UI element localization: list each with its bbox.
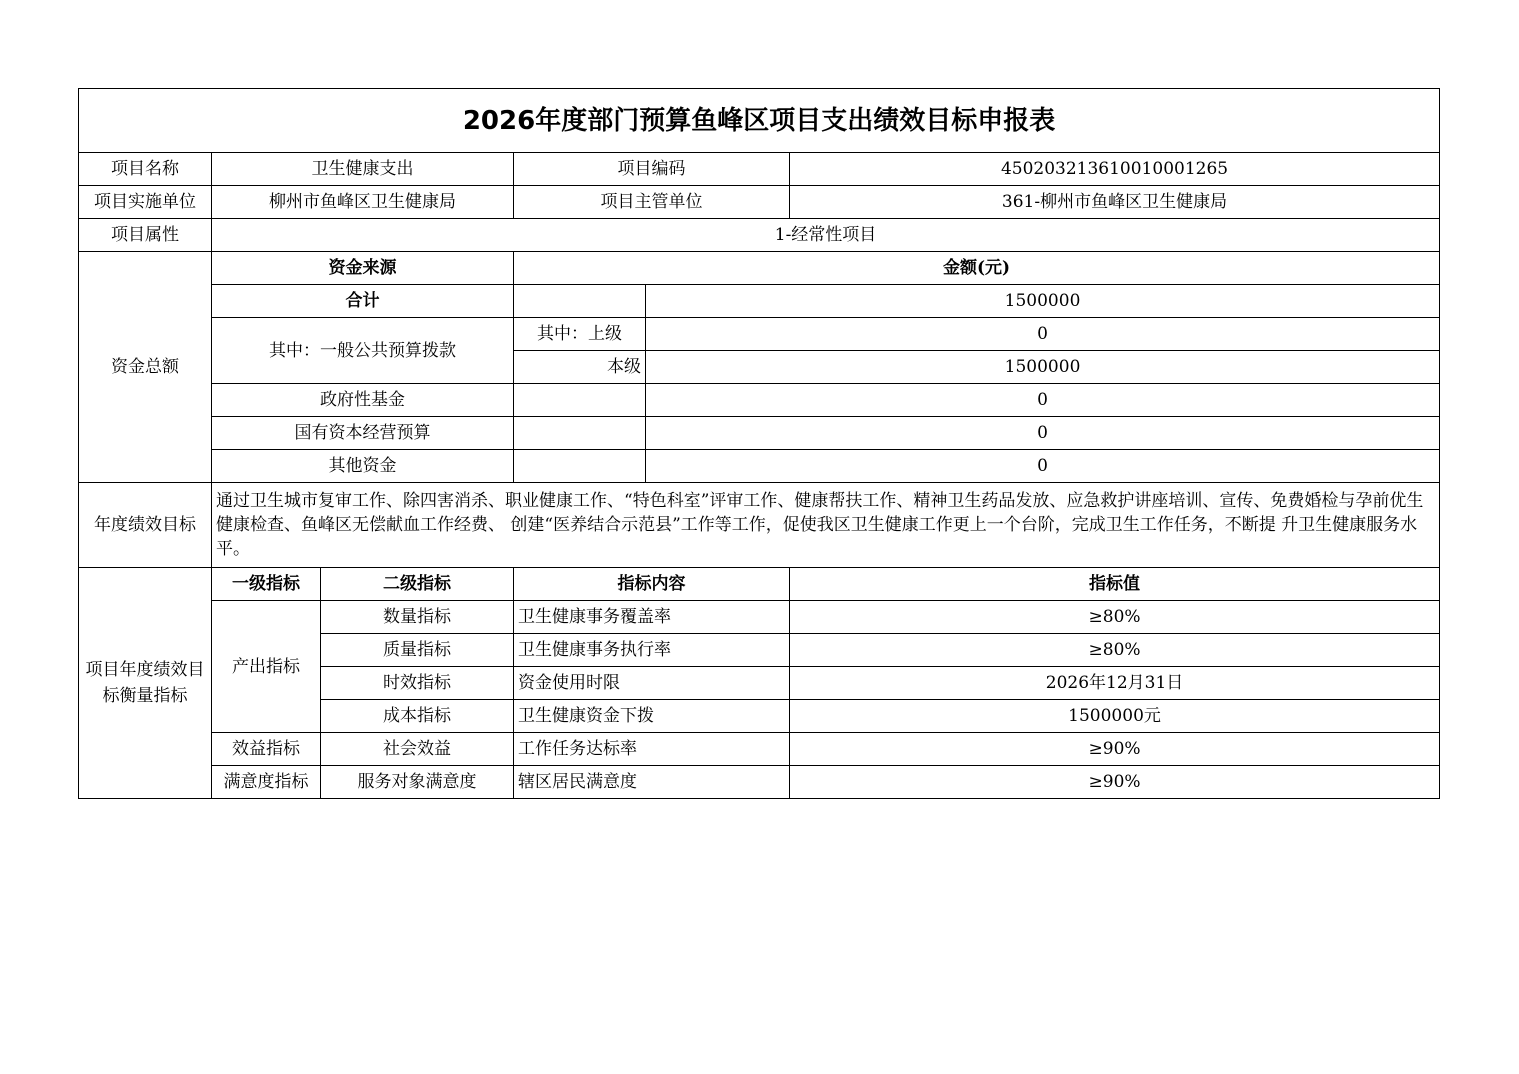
annual-goal-text: 通过卫生城市复审工作、除四害消杀、职业健康工作、“特色科室”评审工作、健康帮扶工作、精神卫生药品发放、应急救护讲座培训、宣传、免费婚检与孕前优生健康检查、鱼峰区无偿献血工作经费、 创建“医养结合示范县”工作等工作，促使我区卫生健康工作更上一个台阶，完成卫生工作任务，不断提 升卫生健康服务水平。 [212, 483, 1440, 568]
government-fund-label: 政府性基金 [212, 384, 514, 417]
project-attribute-value: 1-经常性项目 [212, 219, 1440, 252]
level2-cell: 质量指标 [321, 634, 514, 667]
total-label: 合计 [212, 285, 514, 318]
level2-cell: 服务对象满意度 [321, 766, 514, 799]
empty-cell [514, 417, 646, 450]
content-header: 指标内容 [514, 568, 790, 601]
level2-cell: 数量指标 [321, 601, 514, 634]
state-capital-label: 国有资本经营预算 [212, 417, 514, 450]
managing-unit-label: 项目主管单位 [514, 186, 790, 219]
level2-cell: 成本指标 [321, 700, 514, 733]
funds-total-label: 资金总额 [79, 252, 212, 483]
total-value: 1500000 [646, 285, 1440, 318]
level1-header: 一级指标 [212, 568, 321, 601]
local-level-value: 1500000 [646, 351, 1440, 384]
level2-cell: 时效指标 [321, 667, 514, 700]
upper-level-label: 其中：上级 [514, 318, 646, 351]
level2-header: 二级指标 [321, 568, 514, 601]
indicators-section-label: 项目年度绩效目标衡量指标 [79, 568, 212, 799]
value-cell: ≥90% [790, 766, 1440, 799]
annual-goal-label: 年度绩效目标 [79, 483, 212, 568]
content-cell: 卫生健康事务执行率 [514, 634, 790, 667]
other-funds-label: 其他资金 [212, 450, 514, 483]
level2-cell: 社会效益 [321, 733, 514, 766]
value-cell: 2026年12月31日 [790, 667, 1440, 700]
managing-unit-value: 361-柳州市鱼峰区卫生健康局 [790, 186, 1440, 219]
content-cell: 辖区居民满意度 [514, 766, 790, 799]
other-funds-value: 0 [646, 450, 1440, 483]
output-indicator-label: 产出指标 [212, 601, 321, 733]
general-budget-label: 其中：一般公共预算拨款 [212, 318, 514, 384]
project-name-value: 卫生健康支出 [212, 153, 514, 186]
government-fund-value: 0 [646, 384, 1440, 417]
state-capital-value: 0 [646, 417, 1440, 450]
fund-source-header: 资金来源 [212, 252, 514, 285]
satisfaction-indicator-label: 满意度指标 [212, 766, 321, 799]
amount-header: 金额(元) [514, 252, 1440, 285]
benefit-indicator-label: 效益指标 [212, 733, 321, 766]
project-code-label: 项目编码 [514, 153, 790, 186]
empty-cell [514, 285, 646, 318]
empty-cell [514, 384, 646, 417]
empty-cell [514, 450, 646, 483]
project-code-value: 450203213610010001265 [790, 153, 1440, 186]
content-cell: 卫生健康资金下拨 [514, 700, 790, 733]
value-cell: ≥80% [790, 601, 1440, 634]
value-cell: ≥90% [790, 733, 1440, 766]
content-cell: 工作任务达标率 [514, 733, 790, 766]
performance-target-table [78, 88, 1440, 799]
content-cell: 资金使用时限 [514, 667, 790, 700]
value-cell: 1500000元 [790, 700, 1440, 733]
implementing-unit-value: 柳州市鱼峰区卫生健康局 [212, 186, 514, 219]
page-title: 2026年度部门预算鱼峰区项目支出绩效目标申报表 [79, 89, 1440, 153]
implementing-unit-label: 项目实施单位 [79, 186, 212, 219]
content-cell: 卫生健康事务覆盖率 [514, 601, 790, 634]
project-name-label: 项目名称 [79, 153, 212, 186]
local-level-label: 本级 [514, 351, 646, 384]
upper-level-value: 0 [646, 318, 1440, 351]
value-header: 指标值 [790, 568, 1440, 601]
value-cell: ≥80% [790, 634, 1440, 667]
project-attribute-label: 项目属性 [79, 219, 212, 252]
